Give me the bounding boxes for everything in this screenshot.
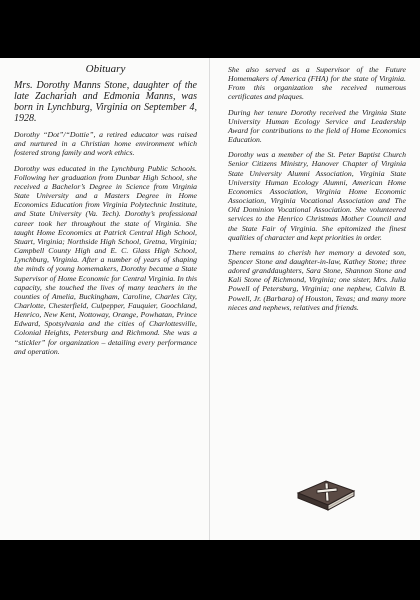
- program-page: [0, 58, 420, 540]
- fha-paragraph: She also served as a Supervisor of the Future Homemakers of America (FHA) for the state of Virginia. From this organization she received numerous certificates and plaques.: [228, 65, 406, 102]
- career-paragraph: Dorothy was educated in the Lynchburg Public Schools. Following her graduation from Dunbar High School, she received a Bachelor’s Degree in Science from Virginia State University and a Masters Degree in Home Economics Education from Virginia Polytechnic Institute, and State University (Va. Tech). Dorothy’s professional career took her throughout the state of Virginia. She taught Home Economics at Patrick Central High School, Stuart, Virginia; Northside High School, Gretna, Virginia; Campbell County High and E. C. Glass High School, Lynchburg, Virginia. After a number of years of shaping the minds of young homemakers, Dorothy became a State Supervisor of Home Economic for Central Virginia. In this capacity, she touched the lives of many teachers in the counties of Amelia, Buckingham, Caroline, Charles City, Charlotte, Chesterfield, Culpepper, Fauquier, Goochland, Henrico, New Kent, Nottoway, Orange, Powhatan, Prince Edward, Spotsylvania and the cities of Charlottesville, Colonial Heights, Petersburg and Richmond. She was a “stickler” for organization – detailing every performance and operation.: [14, 163, 197, 356]
- character-paragraph: Dorothy “Dot”/“Dottie”, a retired educator was raised and nurtured in a Christian home environment which fostered strong family and work ethics.: [14, 130, 197, 158]
- award-paragraph: During her tenure Dorothy received the Virginia State University Human Ecology Service and Leadership Award for contributions to the field of Home Economics Education.: [228, 107, 406, 145]
- left-column: [14, 65, 197, 362]
- intro-paragraph: Mrs. Dorothy Manns Stone, daughter of the late Zachariah and Edmonia Manns, was born in Lynchburg, Virginia on September 4, 1928.: [14, 80, 197, 125]
- survivors-paragraph: There remains to cherish her memory a devoted son, Spencer Stone and daughter-in-law, Kathey Stone; three adored granddaughters, Sara Stone, Shannon Stone and Kali Stone of Richmond, Virginia; one sister, Mrs. Julia Powell of Petersburg, Virginia; one nephew, Calvin B. Powell, Jr. (Barbara) of Houston, Texas; and many more nieces and nephews, relatives and friends.: [228, 247, 406, 312]
- bible-cross-icon: [292, 471, 358, 513]
- page-title: Obituary: [85, 63, 126, 75]
- membership-paragraph: Dorothy was a member of the St. Peter Baptist Church Senior Citizens Ministry, Hanover Chapter of Virginia State University Alumni Association, Virginia State University Human Ecology Alumni, American Home Economics Association, Virginia Home Economic Association, Virginia Vocational Association and The Old Dominion Vocational Association. She volunteered services to the Henrico Christmas Mother Council and the State Fair of Virginia. She epitomized the finest qualities of character and kept priorities in order.: [228, 150, 406, 242]
- right-column: [228, 65, 406, 318]
- page-fold: [209, 58, 210, 540]
